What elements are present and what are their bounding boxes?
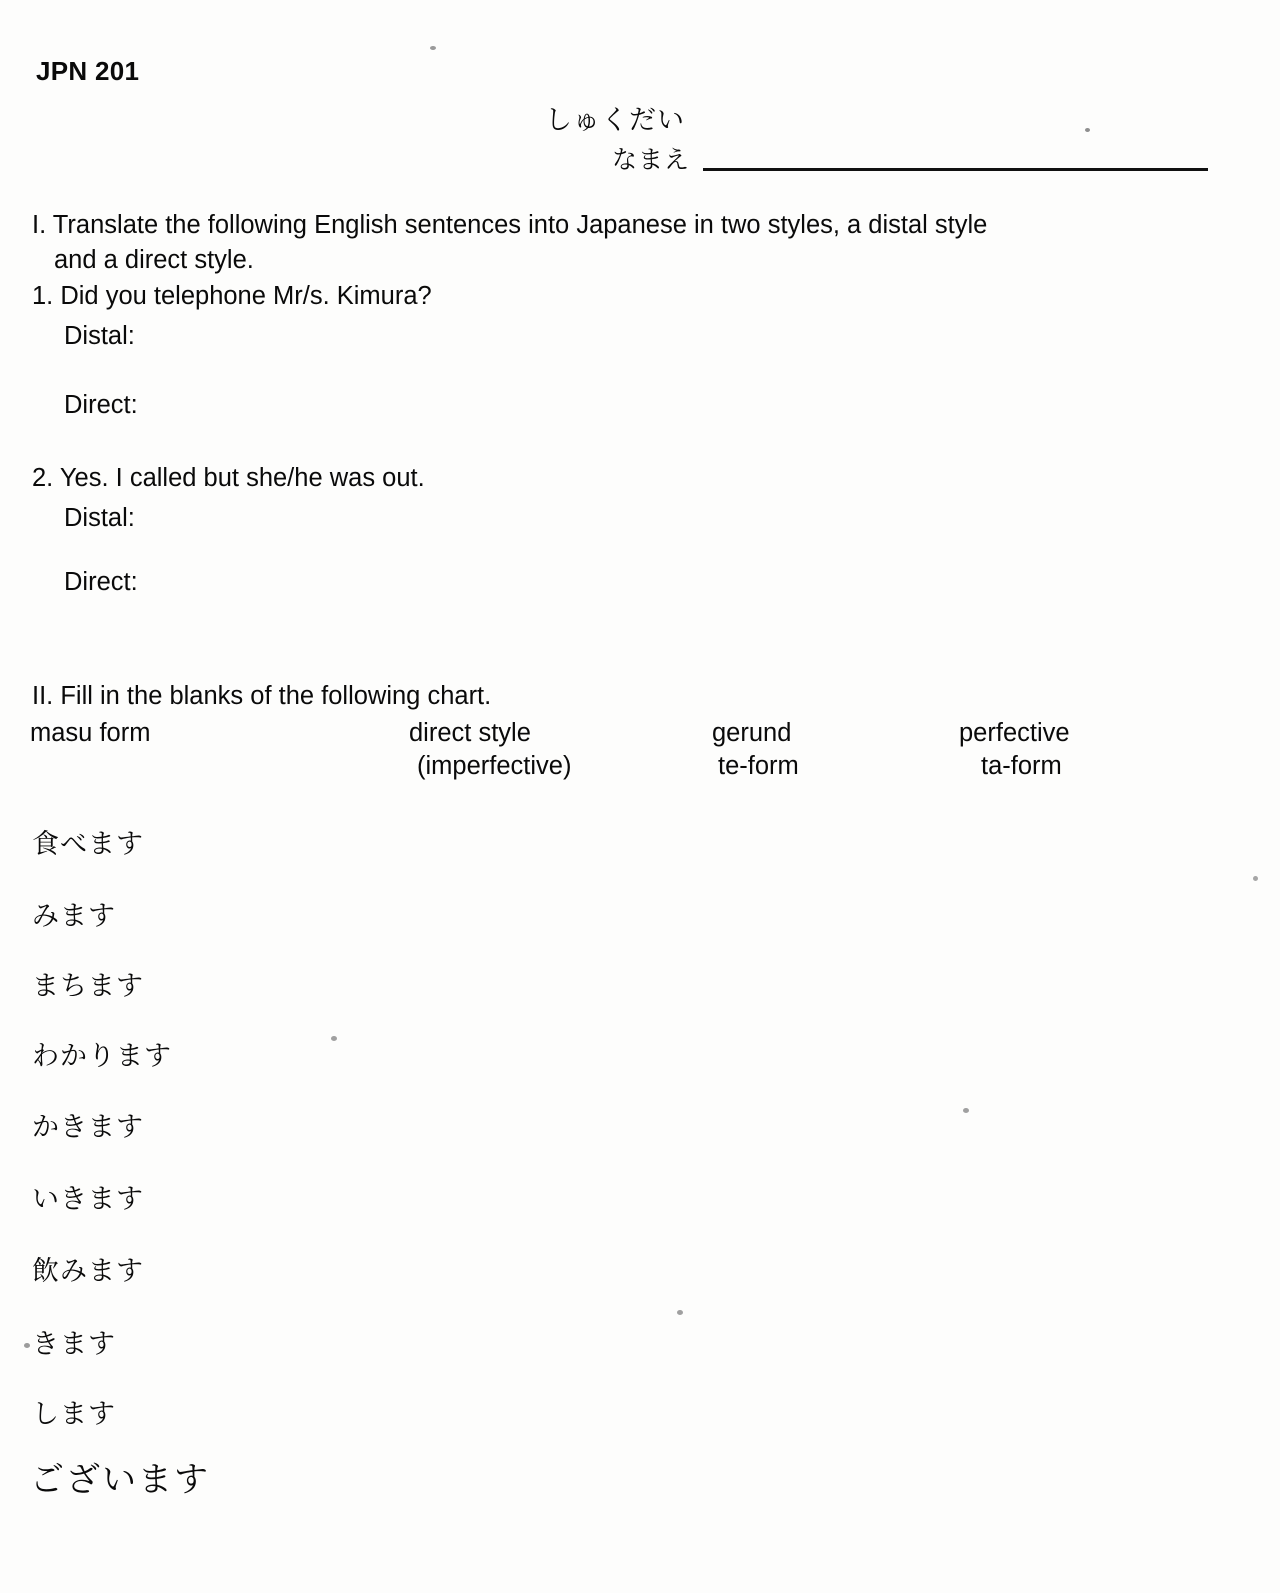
scan-speck-icon bbox=[963, 1108, 969, 1113]
table-row: まちます bbox=[32, 971, 144, 1002]
section-one-heading bbox=[32, 208, 1212, 278]
table-row: かきます bbox=[32, 1112, 144, 1143]
scan-speck-icon bbox=[1253, 876, 1258, 881]
table-row: 食べます bbox=[32, 829, 144, 860]
section-one-heading-line2: and a direct style. bbox=[54, 246, 254, 274]
table-row: きます bbox=[32, 1329, 116, 1360]
name-write-in-line bbox=[703, 168, 1208, 171]
column-header-direct-style-sublabel: (imperfective) bbox=[417, 752, 572, 780]
scan-speck-icon bbox=[24, 1343, 30, 1348]
column-header-gerund-sublabel: te-form bbox=[718, 752, 799, 780]
table-row: いきます bbox=[32, 1184, 144, 1215]
question-1-direct-label: Direct: bbox=[64, 391, 138, 419]
scan-speck-icon bbox=[430, 46, 436, 50]
column-header-gerund-label: gerund bbox=[712, 719, 792, 747]
scan-speck-icon bbox=[331, 1036, 337, 1041]
question-2-text: 2. Yes. I called but she/he was out. bbox=[32, 464, 425, 492]
question-2-direct-label: Direct: bbox=[64, 568, 138, 596]
column-header-masu-form bbox=[30, 719, 150, 748]
column-header-perfective-label: perfective bbox=[959, 719, 1070, 747]
column-header-direct-style bbox=[409, 719, 571, 781]
column-header-perfective-sublabel: ta-form bbox=[981, 752, 1062, 780]
homework-title-japanese: しゅくだい bbox=[545, 105, 685, 136]
table-row: わかります bbox=[32, 1041, 172, 1072]
table-row: みます bbox=[32, 901, 116, 932]
course-code: JPN 201 bbox=[36, 56, 140, 86]
table-row: 飲みます bbox=[32, 1256, 144, 1287]
scan-speck-icon bbox=[1085, 128, 1090, 132]
column-header-perfective bbox=[959, 719, 1070, 781]
question-1-text: 1. Did you telephone Mr/s. Kimura? bbox=[32, 282, 432, 310]
section-one-heading-line1: I. Translate the following English sentences into Japanese in two styles, a distal style bbox=[32, 211, 988, 239]
table-row: ございます bbox=[30, 1460, 210, 1500]
name-label-japanese: なまえ bbox=[612, 145, 691, 174]
column-header-direct-style-label: direct style bbox=[409, 719, 531, 747]
column-header-masu-form-label: masu form bbox=[30, 719, 151, 747]
column-header-gerund bbox=[712, 719, 799, 781]
question-1-distal-label: Distal: bbox=[64, 322, 135, 350]
table-row: します bbox=[32, 1399, 116, 1430]
section-two-heading: II. Fill in the blanks of the following chart. bbox=[32, 682, 492, 710]
scan-speck-icon bbox=[677, 1310, 683, 1315]
question-2-distal-label: Distal: bbox=[64, 504, 135, 532]
